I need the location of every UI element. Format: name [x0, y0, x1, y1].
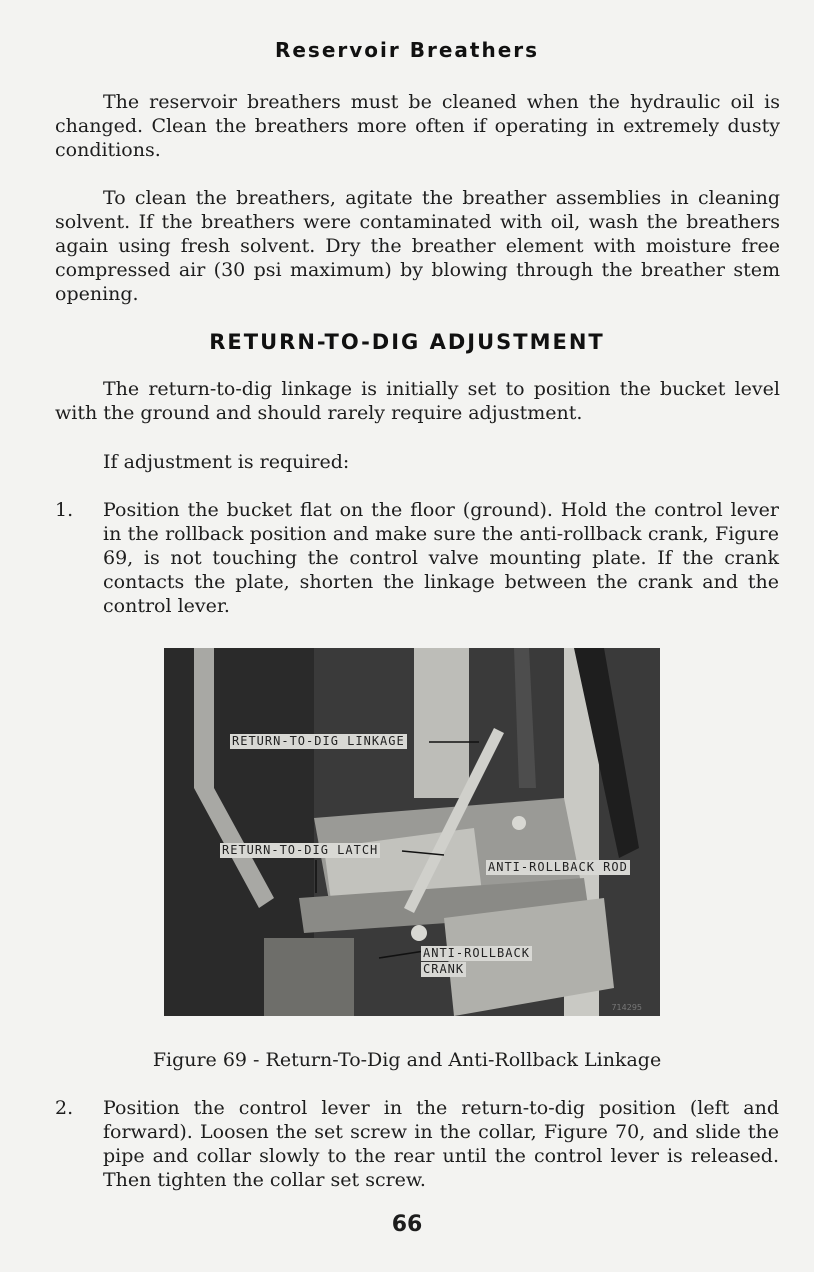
figure-69-photo — [164, 648, 660, 1016]
step-number: 2. — [55, 1097, 74, 1119]
linkage-illustration — [164, 648, 660, 1016]
paragraph-return-to-dig-intro: The return-to-dig linkage is initially set to position the bucket level with the ground and should rarely require adjustment. — [55, 378, 780, 424]
callout-anti-rollback-rod: ANTI-ROLLBACK ROD — [488, 860, 628, 874]
page-number: 66 — [391, 1212, 423, 1237]
section-heading-return-to-dig: RETURN-TO-DIG ADJUSTMENT — [209, 330, 605, 354]
paragraph-breathers-cleaning: To clean the breathers, agitate the breather assemblies in cleaning solvent. If the breathers were contaminated with oil, wash the breathers again using fresh solvent. Dry the breather element with moisture free compressed air (30 psi maximum) by blowing through the breather stem opening. — [55, 187, 780, 305]
callout-return-to-dig-latch: RETURN-TO-DIG LATCH — [222, 843, 379, 857]
paragraph-breathers-intro: The reservoir breathers must be cleaned when the hydraulic oil is changed. Clean the breathers more often if operating in extremely dusty conditions. — [55, 91, 780, 161]
step-text: Position the control lever in the return-to-dig position (left and forward). Loosen the set screw in the collar, Figure 70, and slide the pipe and collar slowly to the rear until the control lever is released. Then tighten the collar set screw. — [103, 1097, 779, 1191]
callout-anti-rollback-crank-line1: ANTI-ROLLBACK — [423, 946, 530, 960]
figure-caption: Figure 69 - Return-To-Dig and Anti-Rollback Linkage — [152, 1049, 662, 1071]
step-number: 1. — [55, 499, 74, 521]
paragraph-if-adjustment: If adjustment is required: — [103, 451, 350, 473]
section-heading-reservoir-breathers: Reservoir Breathers — [274, 38, 540, 62]
callout-anti-rollback-crank-line2: CRANK — [423, 962, 465, 976]
photo-id: 714295 — [611, 1003, 642, 1012]
step-text: Position the bucket flat on the floor (ground). Hold the control lever in the rollback position and make sure the anti-rollback crank, Figure 69, is not touching the control valve mounting plate. If the crank contacts the plate, shorten the linkage between the crank and the control lever. — [103, 499, 779, 617]
callout-return-to-dig-linkage: RETURN-TO-DIG LINKAGE — [232, 734, 405, 748]
